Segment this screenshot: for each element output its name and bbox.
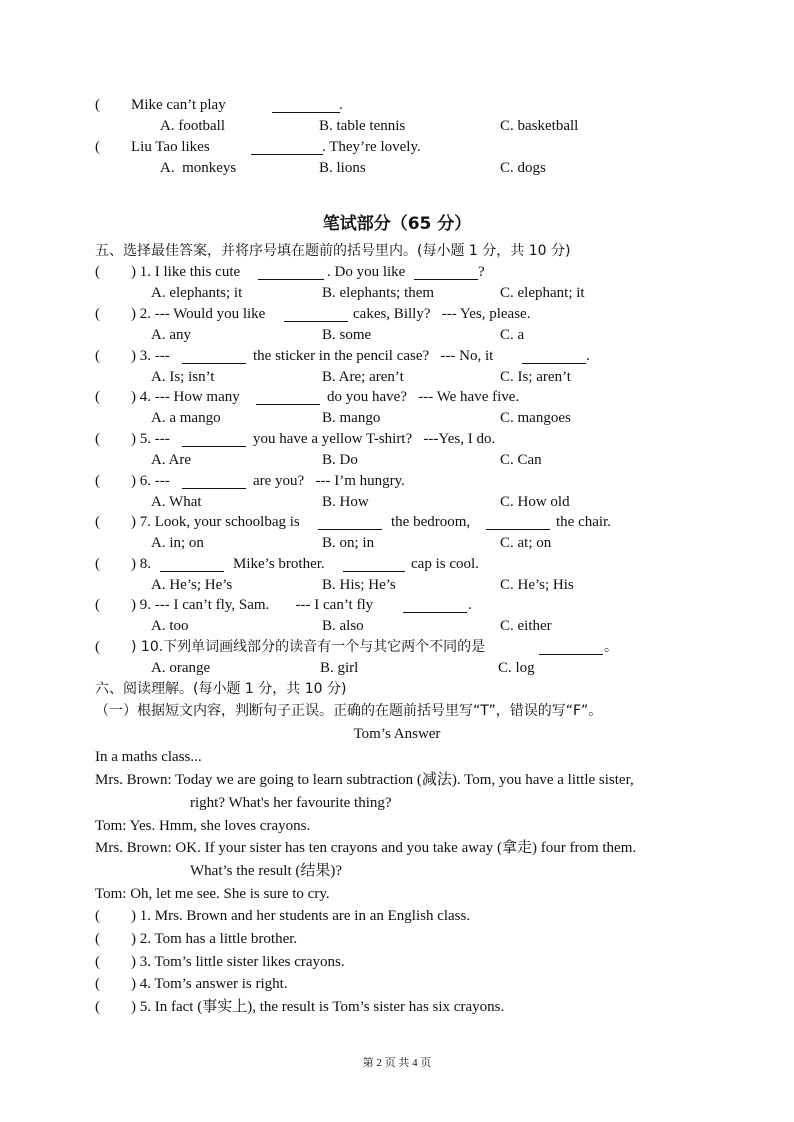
option-a: A. orange [151,660,211,676]
option-a: A. football [160,118,225,134]
q3-text: ) 3. --- [131,348,170,364]
section6-heading: 六、阅读理解。(每小题 1 分，共 10 分) [95,681,347,697]
answer-blank [280,307,352,326]
answer-blank [410,265,482,284]
option-b: B. table tennis [319,118,406,134]
story-line: Mrs. Brown: Today we are going to learn subtraction (减法). Tom, you have a little sister, [95,772,634,788]
option-c: C. Can [500,452,542,468]
option-c: C. either [500,618,552,634]
option-a: A. What [151,494,202,510]
q4-mid: do you have? --- We have five. [327,389,520,405]
option-a: A. in; on [151,535,204,551]
q1-mid: . Do you like [327,264,406,280]
option-c: C. Is; aren’t [500,369,571,385]
q1-text: ) 1. I like this cute [131,264,241,280]
option-b: B. elephants; them [322,285,435,301]
q9-text: ) 9. --- I can’t fly, Sam. --- I can’t fly [131,597,374,613]
paren-open: ( [95,431,100,447]
option-a: A. too [151,618,189,634]
paren-open: ( [95,264,100,280]
option-c: C. log [498,660,535,676]
option-a: A. any [151,327,191,343]
option-a: A. Is; isn’t [151,369,215,385]
story-line: In a maths class... [95,749,202,765]
option-b: B. mango [322,410,381,426]
question-text-end: . They’re lovely. [322,139,421,155]
option-c: C. How old [500,494,570,510]
q8-end: cap is cool. [411,556,479,572]
option-c: C. mangoes [500,410,571,426]
answer-blank [339,557,409,576]
q8-mid: Mike’s brother. [233,556,325,572]
paren-open: ( [95,139,100,155]
story-line: Tom: Yes. Hmm, she loves crayons. [95,818,311,834]
option-a: A. monkeys [160,160,237,176]
question-text: Mike can’t play [131,97,226,113]
tf-question: ) 5. In fact (事实上), the result is Tom’s sister has six crayons. [131,999,505,1015]
option-b: B. His; He’s [322,577,396,593]
q6-mid: are you? --- I’m hungry. [253,473,405,489]
option-a: A. a mango [151,410,221,426]
q7-end: the chair. [556,514,611,530]
q5-text: ) 5. --- [131,431,170,447]
q2-mid: cakes, Billy? --- Yes, please. [353,306,531,322]
answer-blank [178,474,250,493]
answer-blank [247,140,327,159]
paren-open: ( [95,954,100,970]
option-b: B. lions [319,160,366,176]
story-line: Tom: Oh, let me see. She is sure to cry. [95,886,330,902]
paren-open: ( [95,999,100,1015]
answer-blank [482,515,554,534]
option-a: A. elephants; it [151,285,243,301]
paren-open: ( [95,908,100,924]
story-title: Tom’s Answer [353,726,441,742]
q1-end: ? [478,264,485,280]
q3-mid: the sticker in the pencil case? --- No, it [253,348,494,364]
option-b: B. also [322,618,364,634]
answer-blank [156,557,228,576]
q3-end: . [586,348,590,364]
page-footer: 第 2 页 共 4 页 [362,1057,432,1069]
written-section-title: 笔试部分（65 分） [322,214,472,234]
paren-open: ( [95,348,100,364]
q9-end: . [468,597,472,613]
q6-text: ) 6. --- [131,473,170,489]
answer-blank [399,598,471,617]
paren-open: ( [95,639,100,655]
paren-open: ( [95,97,100,113]
question-text: Liu Tao likes [131,139,210,155]
option-c: C. a [500,327,525,343]
option-a: A. Are [151,452,191,468]
option-a: A. He’s; He’s [151,577,233,593]
q7-text: ) 7. Look, your schoolbag is [131,514,300,530]
answer-blank [178,349,250,368]
paren-open: ( [95,931,100,947]
q10-end: 。 [604,639,618,655]
section6-subheading: （一）根据短文内容，判断句子正误。正确的在题前括号里写“T”，错误的写“F”。 [95,703,603,719]
tf-question: ) 2. Tom has a little brother. [131,931,298,947]
paren-open: ( [95,514,100,530]
answer-blank [535,640,607,659]
question-text-end: . [339,97,343,113]
tf-question: ) 4. Tom’s answer is right. [131,976,288,992]
q10-text: ) 10.下列单词画线部分的读音有一个与其它两个不同的是 [131,639,486,655]
paren-open: ( [95,597,100,613]
answer-blank [314,515,386,534]
option-b: B. Are; aren’t [322,369,404,385]
paren-open: ( [95,389,100,405]
paren-open: ( [95,473,100,489]
story-line: right? What's her favourite thing? [190,795,392,811]
answer-blank [268,98,344,117]
story-line: What’s the result (结果)? [190,863,343,879]
tf-question: ) 1. Mrs. Brown and her students are in an English class. [131,908,471,924]
answer-blank [252,390,324,409]
tf-question: ) 3. Tom’s little sister likes crayons. [131,954,345,970]
q2-text: ) 2. --- Would you like [131,306,266,322]
option-c: C. basketball [500,118,579,134]
answer-blank [178,432,250,451]
option-b: B. How [322,494,369,510]
answer-blank [254,265,328,284]
story-line: Mrs. Brown: OK. If your sister has ten crayons and you take away (拿走) four from them. [95,840,637,856]
option-c: C. dogs [500,160,546,176]
q5-mid: you have a yellow T-shirt? ---Yes, I do. [253,431,496,447]
q7-mid: the bedroom, [391,514,471,530]
option-b: B. some [322,327,372,343]
option-b: B. girl [320,660,359,676]
section5-heading: 五、选择最佳答案，并将序号填在题前的括号里内。(每小题 1 分，共 10 分) [95,243,571,259]
q4-text: ) 4. --- How many [131,389,240,405]
q8-text: ) 8. [131,556,151,572]
option-b: B. on; in [322,535,375,551]
answer-blank [518,349,590,368]
paren-open: ( [95,556,100,572]
option-b: B. Do [322,452,358,468]
paren-open: ( [95,306,100,322]
paren-open: ( [95,976,100,992]
option-c: C. elephant; it [500,285,585,301]
option-c: C. He’s; His [500,577,574,593]
option-c: C. at; on [500,535,552,551]
